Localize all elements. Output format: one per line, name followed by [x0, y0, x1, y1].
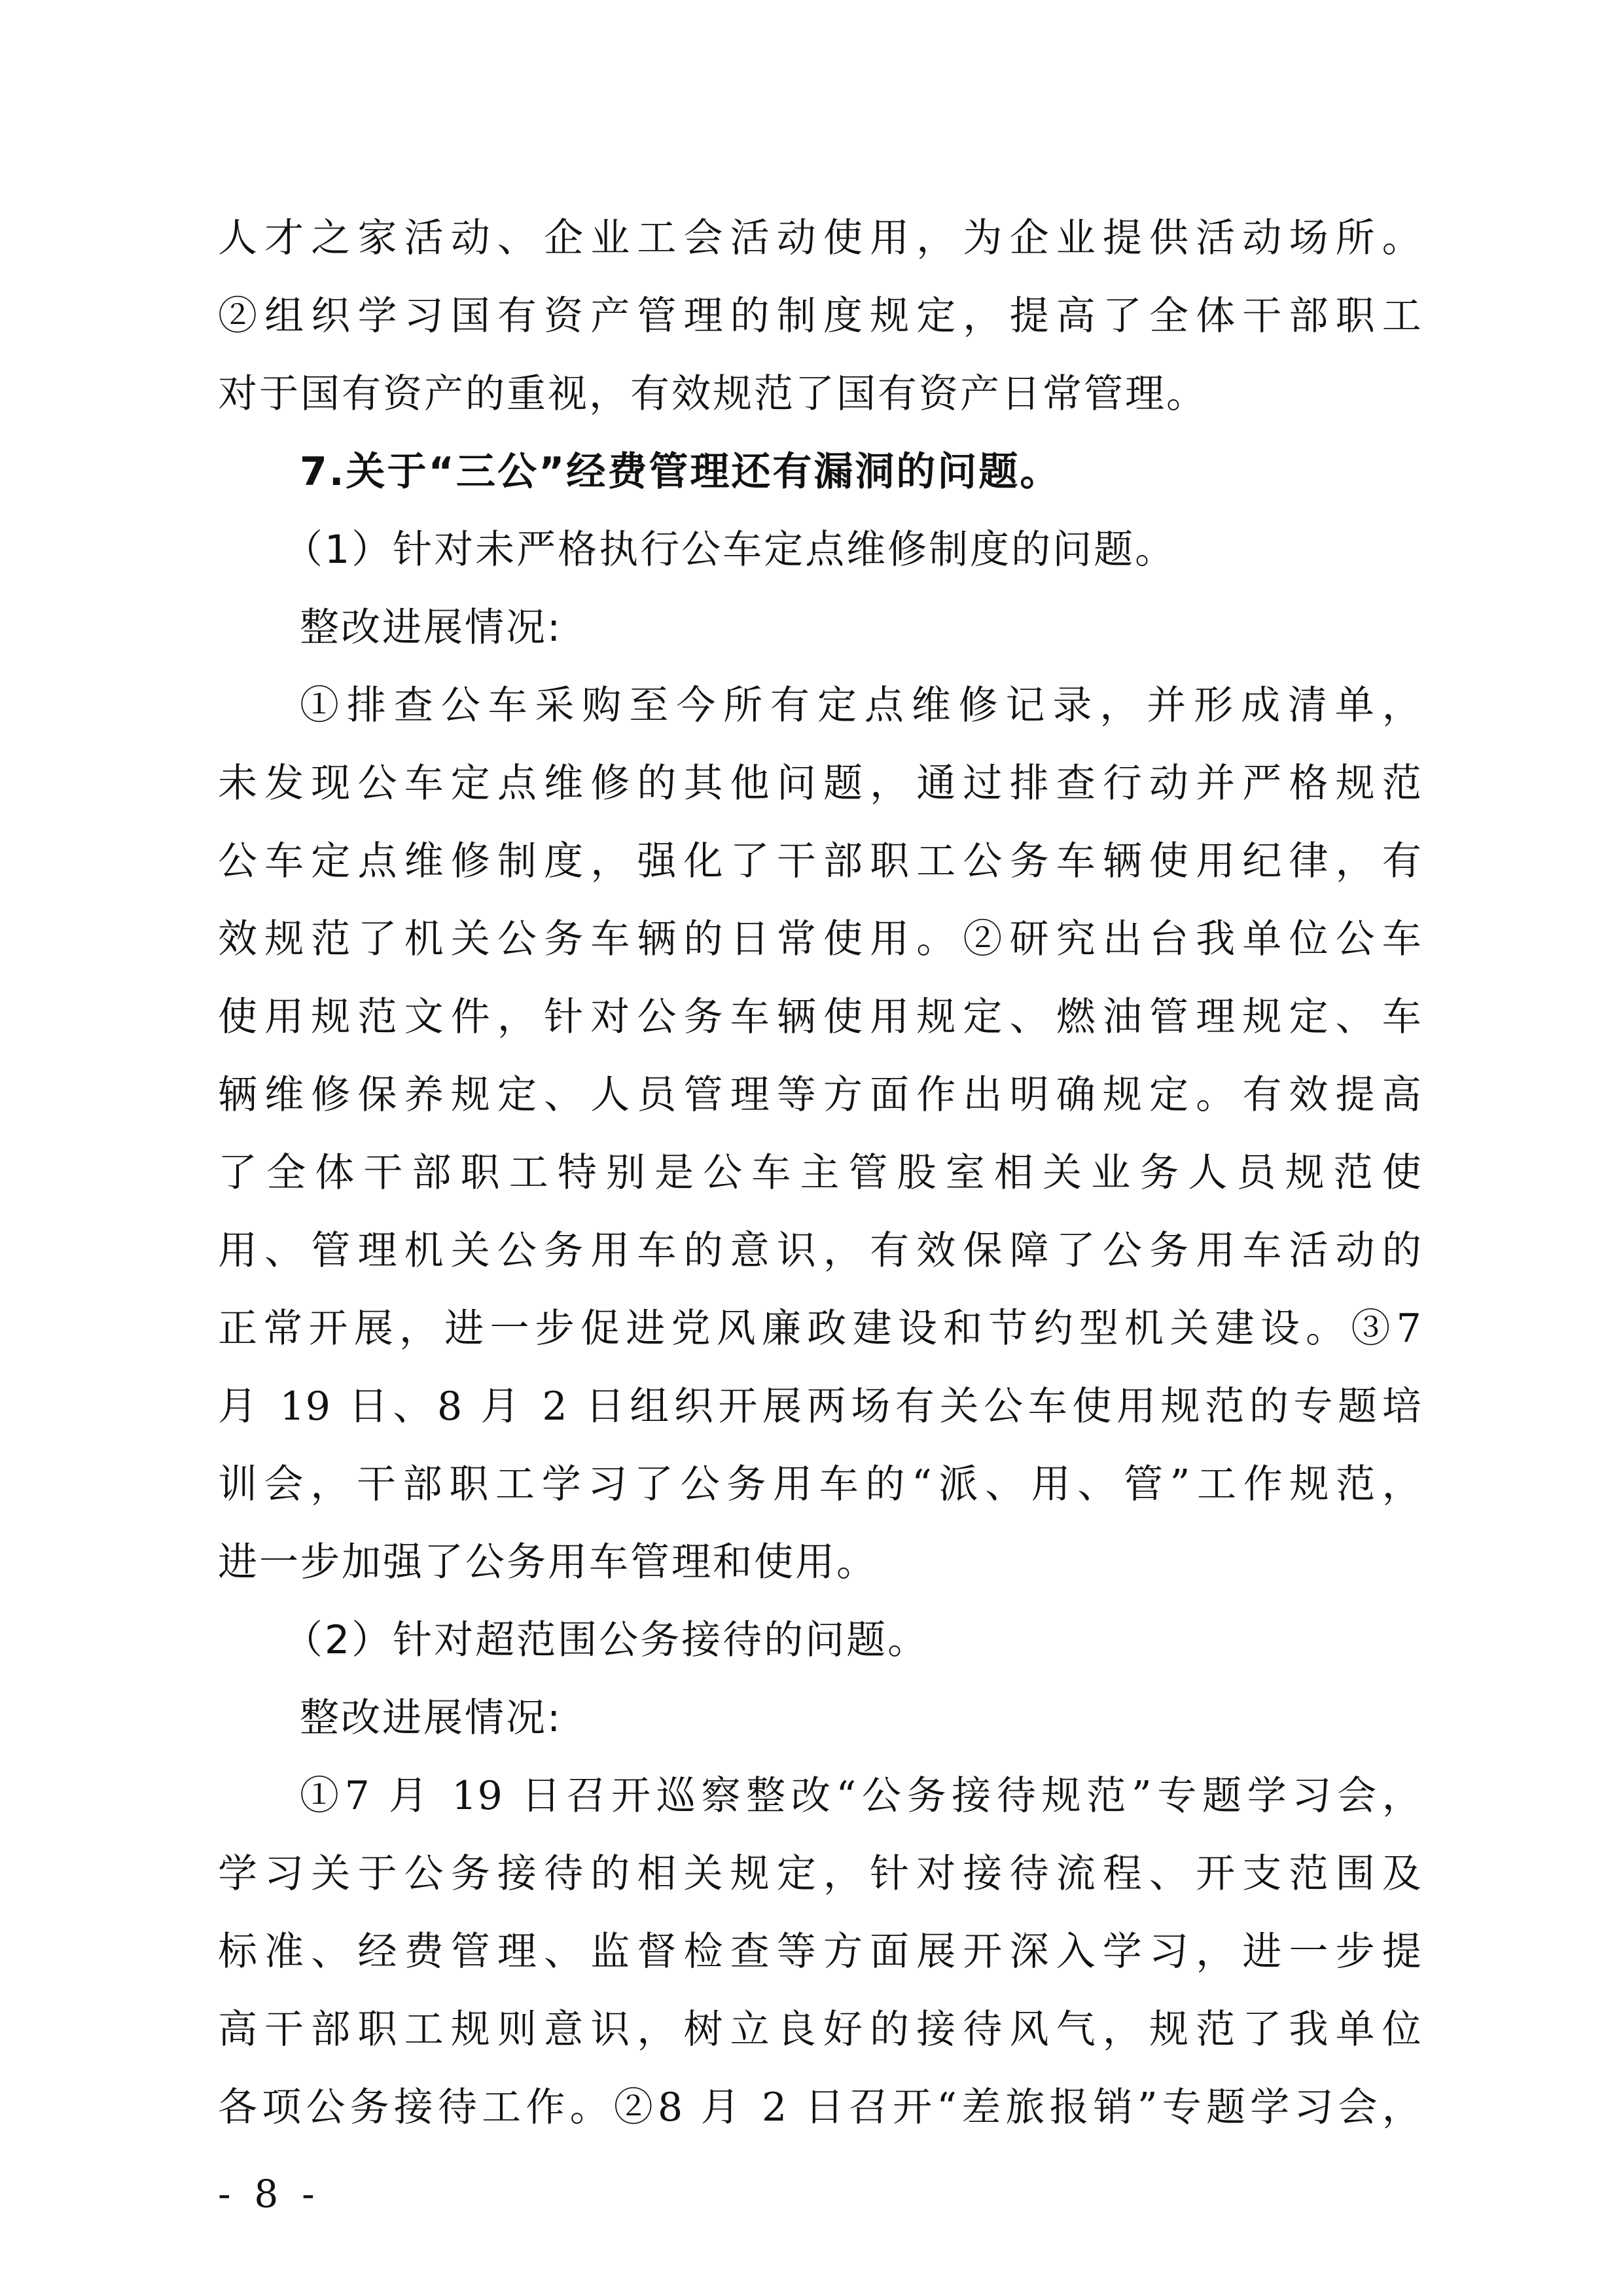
paragraph-line: 各项公务接待工作。②8 月 2 日召开“差旅报销”专题学习会，	[218, 2085, 1422, 2130]
paragraph-line: 对于国有资产的重视，有效规范了国有资产日常管理。	[218, 371, 1207, 417]
paragraph-line: 月 19 日、8 月 2 日组织开展两场有关公车使用规范的专题培	[218, 1384, 1422, 1429]
paragraph-line: ①7 月 19 日召开巡察整改“公务接待规范”专题学习会，	[300, 1773, 1422, 1819]
paragraph-line: 高干部职工规则意识，树立良好的接待风气，规范了我单位	[218, 2007, 1422, 2053]
paragraph-line: 标准、经费管理、监督检查等方面展开深入学习，进一步提	[218, 1929, 1422, 1975]
paragraph-line: 用、管理机关公务用车的意识，有效保障了公务用车活动的	[218, 1228, 1422, 1274]
section-heading: 7.关于“三公”经费管理还有漏洞的问题。	[300, 449, 1061, 495]
subsection-heading: （1）针对未严格执行公车定点维修制度的问题。	[283, 527, 1177, 573]
paragraph-line: 进一步加强了公务用车管理和使用。	[218, 1539, 878, 1585]
paragraph-line: 使用规范文件，针对公务车辆使用规定、燃油管理规定、车	[218, 994, 1422, 1040]
progress-label: 整改进展情况:	[300, 605, 563, 651]
paragraph-line: 辆维修保养规定、人员管理等方面作出明确规定。有效提高	[218, 1072, 1422, 1118]
page-number: - 8 -	[218, 2172, 321, 2216]
paragraph-line: 正常开展，进一步促进党风廉政建设和节约型机关建设。③7	[218, 1306, 1422, 1352]
subsection-heading: （2）针对超范围公务接待的问题。	[283, 1617, 929, 1663]
paragraph-line: 训会，干部职工学习了公务用车的“派、用、管”工作规范，	[218, 1462, 1422, 1507]
progress-label: 整改进展情况:	[300, 1695, 563, 1741]
document-body	[218, 200, 1422, 2147]
paragraph-line: 未发现公车定点维修的其他问题，通过排查行动并严格规范	[218, 761, 1422, 806]
paragraph-line: 人才之家活动、企业工会活动使用，为企业提供活动场所。	[218, 215, 1422, 261]
paragraph-line: 效规范了机关公务车辆的日常使用。②研究出台我单位公车	[218, 916, 1422, 962]
paragraph-line: 学习关于公务接待的相关规定，针对接待流程、开支范围及	[218, 1851, 1422, 1897]
paragraph-line: 了全体干部职工特别是公车主管股室相关业务人员规范使	[218, 1150, 1422, 1196]
paragraph-line: ①排查公车采购至今所有定点维修记录，并形成清单，	[300, 683, 1422, 728]
paragraph-line: 公车定点维修制度，强化了干部职工公务车辆使用纪律，有	[218, 838, 1422, 884]
paragraph-line: ②组织学习国有资产管理的制度规定，提高了全体干部职工	[218, 293, 1422, 339]
